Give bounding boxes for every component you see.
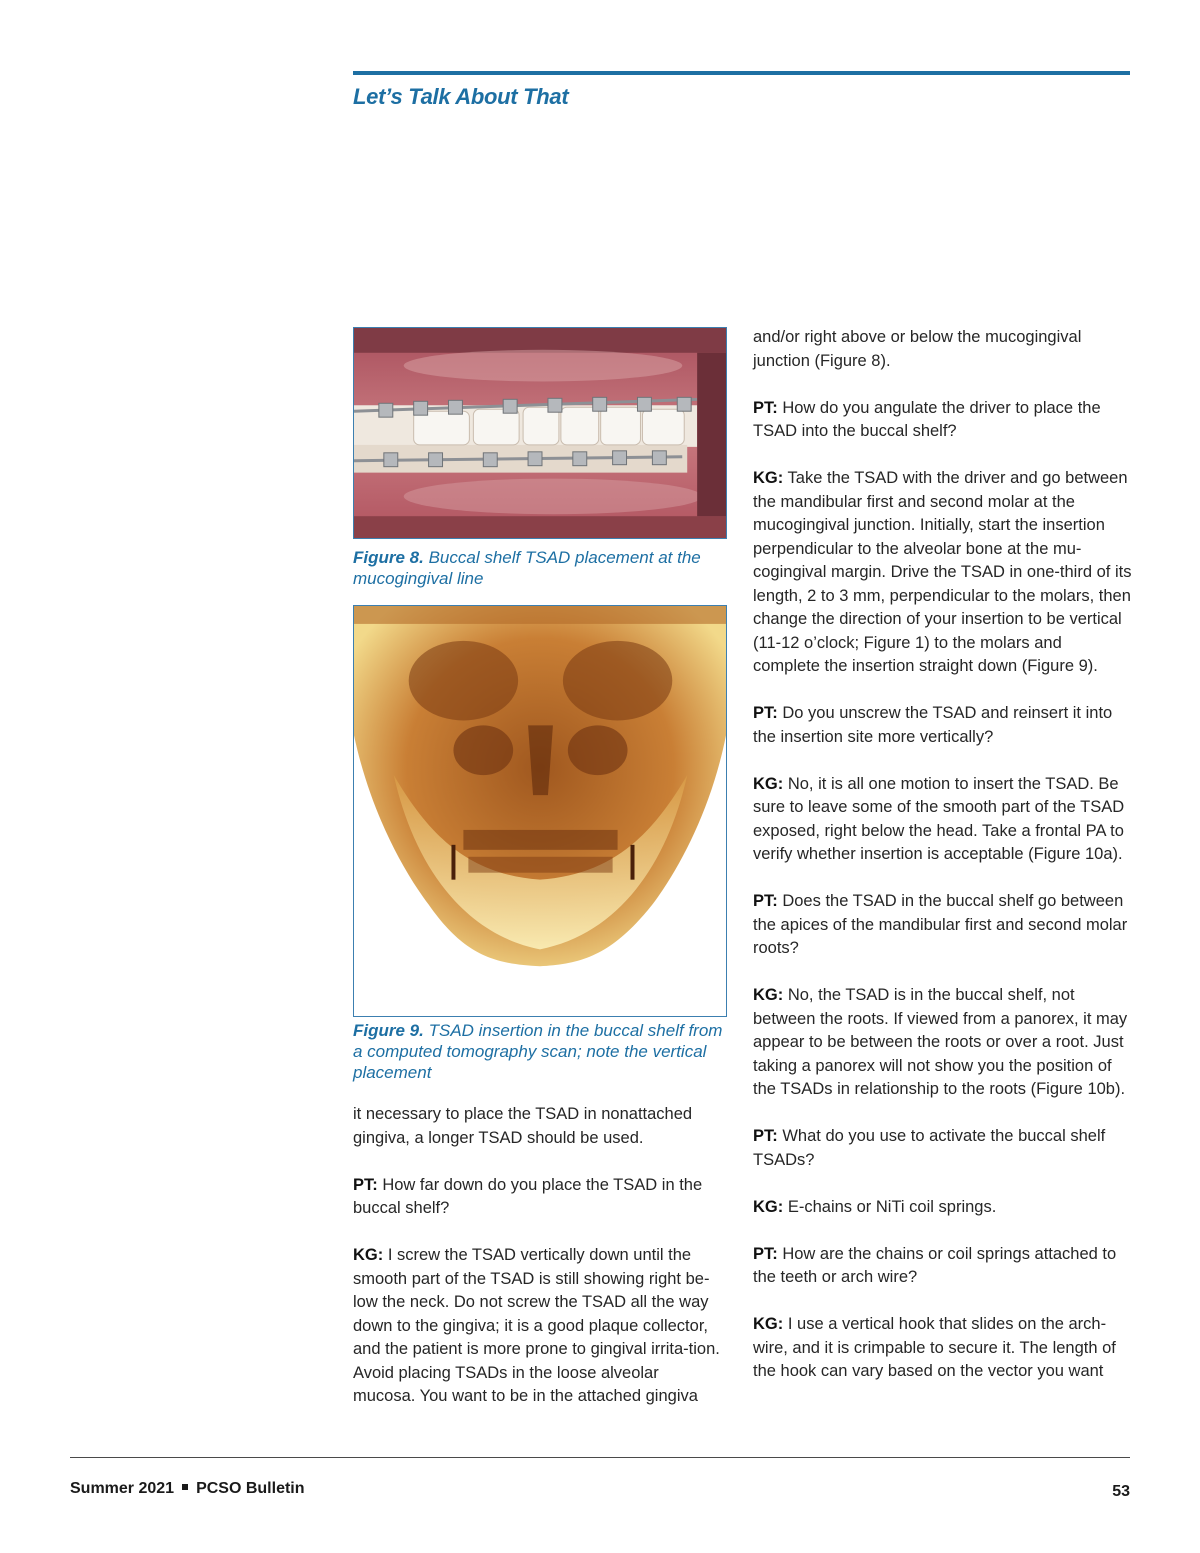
speaker-label: PT: [753,892,778,910]
paragraph-text: How do you angulate the driver to place the TSAD into the buccal shelf? [753,398,1101,440]
paragraph [753,1243,1133,1290]
speaker-label: PT: [753,1127,778,1145]
paragraph-text: it necessary to place the TSAD in nonattached gingiva, a longer TSAD should be used. [353,1105,693,1147]
paragraph [753,890,1133,961]
speaker-label: KG: [353,1246,384,1264]
paragraph-text: How are the chains or coil springs attached to the teeth or arch wire? [753,1244,1117,1286]
paragraph-text: Does the TSAD in the buccal shelf go between the apices of the mandibular first and second molar roots? [753,892,1128,957]
speaker-label: PT: [753,1244,778,1263]
paragraph-text: Do you unscrew the TSAD and reinsert it into the insertion site more vertically? [753,704,1113,746]
paragraph-text: Take the TSAD with the driver and go between the mandibular first and second molar at the mucogingival junction. Initially, start the insertion perpendicular to the alveolar bone at the mu-cogingival margin. Drive the TSAD in one-third of its length, 2 to 3 mm, perpendicular to the molars, then change the direction of your insertion to be vertical (11-12 o’clock; Figure 1) to the molars and complete the insertion straight down (Figure 9). [753,469,1132,675]
figure-8-label: Figure 8. [353,548,424,567]
section-title: Let’s Talk About That [353,84,569,109]
figure-8-caption [353,547,725,589]
paragraph [753,984,1133,1102]
speaker-label: KG: [753,774,784,793]
speaker-label: KG: [753,986,784,1004]
speaker-label: PT: [353,1175,378,1194]
paragraph [753,773,1133,867]
figure-9-image [353,605,727,1017]
header-rule [353,71,1130,75]
paragraph-text: E-chains or NiTi coil springs. [787,1197,997,1216]
speaker-label: PT: [753,398,778,417]
footer-publication [70,1480,305,1498]
paragraph [753,397,1133,444]
figure-9-caption-text: TSAD insertion in the buccal shelf from a computed tomography scan; note the vertical placement [353,1021,723,1082]
footer-issue: Summer 2021 [70,1480,175,1497]
paragraph-text: I screw the TSAD vertically down until the smooth part of the TSAD is still showing right be-low the neck. Do not screw the TSAD all the way down to the gingiva; it is a good plaque collector, and the patient is more prone to gingival irrita-tion. Avoid placing TSADs in the loose alveolar mucosa. You want to be in the attached gingiva [353,1246,720,1405]
figure-9-caption [353,1020,725,1083]
paragraph [753,467,1133,679]
paragraph-text: How far down do you place the TSAD in the buccal shelf? [353,1175,703,1217]
ct-scan-skull-icon [354,606,726,1016]
right-column [753,326,1133,1384]
paragraph-text: No, it is all one motion to insert the TSAD. Be sure to leave some of the smooth part of the TSAD exposed, right below the head. Take a frontal PA to verify whether insertion is acceptable (Figure 10a). [753,774,1125,863]
left-column [353,1103,725,1409]
speaker-label: KG: [753,469,784,487]
paragraph-text: What do you use to activate the buccal shelf TSADs? [753,1127,1106,1169]
figure-8-caption-text: Buccal shelf TSAD placement at the mucogingival line [353,548,701,588]
speaker-label: PT: [753,704,778,722]
paragraph [753,702,1133,749]
paragraph [753,1196,1133,1220]
figure-9-label: Figure 9. [353,1021,424,1040]
page-number: 53 [1112,1483,1130,1500]
footer-rule [70,1457,1130,1458]
paragraph [353,1174,725,1221]
paragraph-text: and/or right above or below the mucogingival junction (Figure 8). [753,328,1082,370]
paragraph-text: I use a vertical hook that slides on the arch-wire, and it is crimpable to secure it. The length of the hook can vary based on the vector you want [753,1315,1116,1380]
paragraph [353,1103,725,1150]
footer-title: PCSO Bulletin [196,1480,305,1497]
paragraph [753,1125,1133,1172]
speaker-label: KG: [753,1197,784,1216]
figure-8-image [353,327,727,539]
square-bullet-icon [182,1484,188,1490]
paragraph-text: No, the TSAD is in the buccal shelf, not between the roots. If viewed from a panorex, it may appear to be between the roots or over a root. Just taking a panorex will not show you the position of the TSADs in relationship to the roots (Figure 10b). [753,986,1128,1098]
paragraph [353,1244,725,1409]
paragraph [753,1313,1133,1384]
speaker-label: KG: [753,1315,784,1333]
intraoral-photo-braces-icon [354,328,726,538]
paragraph [753,326,1133,373]
